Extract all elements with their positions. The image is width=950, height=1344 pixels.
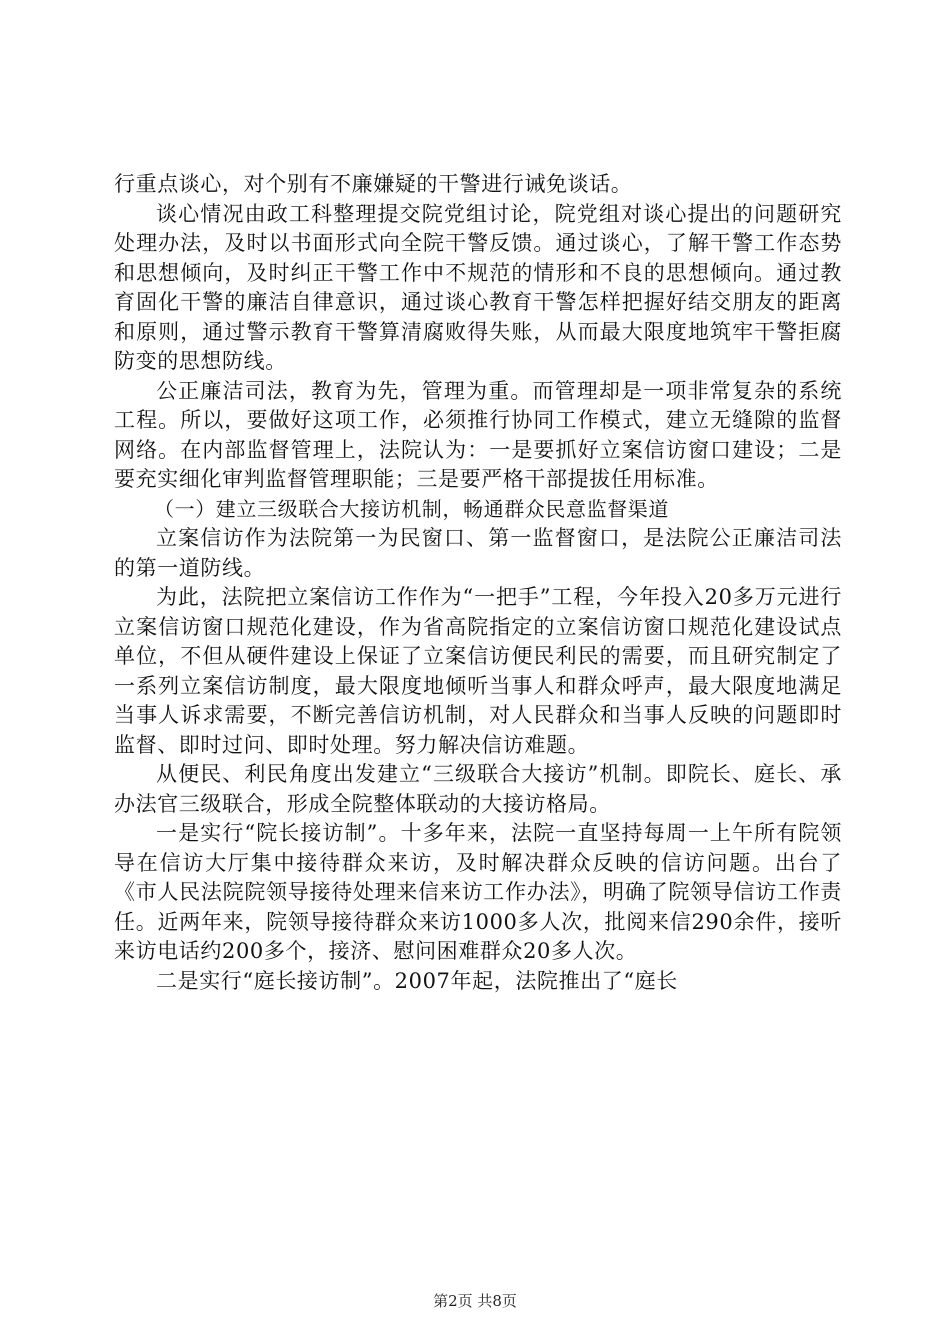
paragraph: 二是实行“庭长接访制”。2007年起，法院推出了“庭长 bbox=[156, 968, 678, 993]
section-heading: （一）建立三级联合大接访机制，畅通群众民意监督渠道 bbox=[154, 496, 669, 521]
paragraph: 立案信访作为法院第一为民窗口、第一监督窗口，是法院公正廉洁司法的第一道防线。 bbox=[114, 526, 842, 580]
paragraph: 公正廉洁司法，教育为先，管理为重。而管理却是一项非常复杂的系统工程。所以，要做好这项工作，必须推行协同工作模式，建立无缝隙的监督网络。在内部监督管理上，法院认为：一是要抓好立案信访窗口建设；二是要充实细化审判监督管理职能；三是要严格干部提拔任用标准。 bbox=[114, 378, 842, 491]
paragraph: 谈心情况由政工科整理提交院党组讨论，院党组对谈心提出的问题研究处理办法，及时以书面形式向全院干警反馈。通过谈心，了解干警工作态势和思想倾向，及时纠正干警工作中不规范的情形和不良的思想倾向。通过教育固化干警的廉洁自律意识，通过谈心教育干警怎样把握好结交朋友的距离和原则，通过警示教育干警算清腐败得失账，从而最大限度地筑牢干警拒腐防变的思想防线。 bbox=[114, 201, 842, 373]
paragraph: 一是实行“院长接访制”。十多年来，法院一直坚持每周一上午所有院领导在信访大厅集中接待群众来访，及时解决群众反映的信访问题。出台了《市人民法院院领导接待处理来信来访工作办法》，明确了院领导信访工作责任。近两年来，院领导接待群众来访1000多人次，批阅来信290余件，接听来访电话约200多个，接济、慰问困难群众20多人次。 bbox=[114, 821, 842, 963]
document-body bbox=[114, 170, 842, 996]
paragraph-continuation: 行重点谈心，对个别有不廉嫌疑的干警进行诫免谈话。 bbox=[114, 172, 633, 196]
paragraph: 从便民、利民角度出发建立“三级联合大接访”机制。即院长、庭长、承办法官三级联合，形成全院整体联动的大接访格局。 bbox=[114, 762, 842, 816]
page-footer bbox=[0, 1290, 950, 1311]
page-number: 第2页 共8页 bbox=[433, 1292, 517, 1310]
paragraph: 为此，法院把立案信访工作作为“一把手”工程，今年投入20多万元进行立案信访窗口规范化建设，作为省高院指定的立案信访窗口规范化建设试点单位，不但从硬件建设上保证了立案信访便民利民的需要，而且研究制定了一系列立案信访制度，最大限度地倾听当事人和群众呼声，最大限度地满足当事人诉求需要，不断完善信访机制，对人民群众和当事人反映的问题即时监督、即时过问、即时处理。努力解决信访难题。 bbox=[114, 585, 842, 757]
